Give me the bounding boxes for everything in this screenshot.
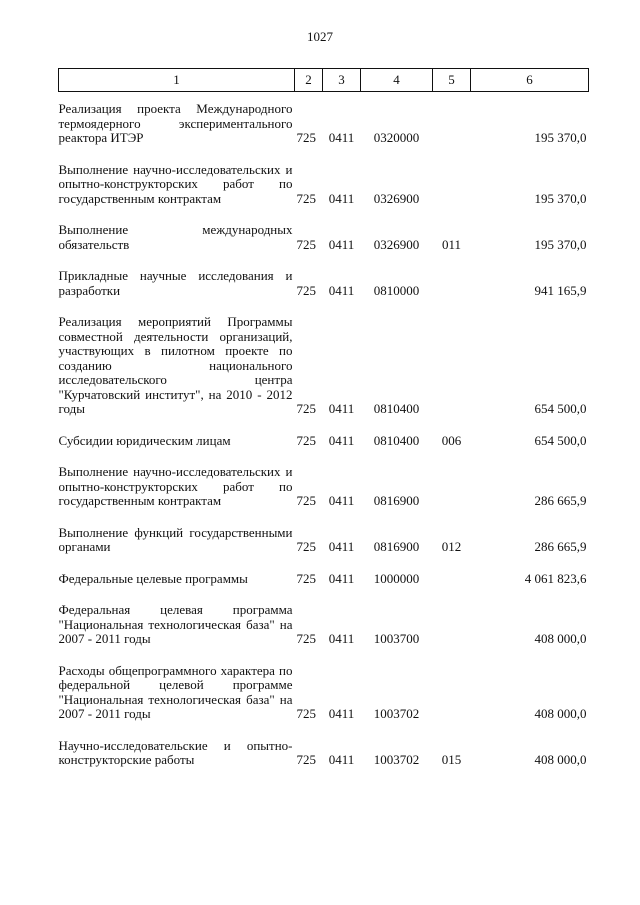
row-code-4-cell: 0326900: [373, 190, 420, 206]
row-code-2-cell: 725: [296, 401, 316, 416]
row-code-2-cell: 725: [296, 570, 316, 586]
row-code-5-cell: [433, 92, 471, 146]
row-code-5-cell: 015: [441, 752, 462, 767]
row-code-4-cell: 1003702: [373, 706, 420, 721]
row-code-2-cell: 725: [296, 432, 316, 448]
row-code-3-cell: 0411: [328, 570, 355, 586]
row-amount-cell: 408 000,0: [534, 631, 587, 646]
row-code-2-cell: 725: [296, 752, 316, 767]
row-name-cell: Выполнение научно-исследовательских и опытно-конструкторских работ по государственным контрактам: [58, 161, 293, 206]
row-code-5-cell: [433, 252, 471, 298]
row-amount-cell: 286 665,9: [534, 539, 587, 554]
row-code-4-cell: 0816900: [373, 539, 420, 554]
row-code-2-cell: 725: [296, 493, 316, 508]
row-code-4-cell: 1003700: [373, 631, 420, 646]
row-code-2-cell: 725: [296, 190, 316, 206]
row-code-5-cell: [433, 555, 471, 587]
page-number: 1027: [307, 29, 333, 44]
row-name-cell: Выполнение научно-исследовательских и опытно-конструкторских работ по государственным контрактам: [58, 464, 293, 508]
row-code-5-cell: [433, 647, 471, 722]
row-amount-cell: 286 665,9: [534, 493, 587, 508]
row-code-4-cell: 1003702: [373, 752, 420, 767]
row-code-5-cell: [433, 586, 471, 647]
row-code-2-cell: 725: [296, 631, 316, 646]
table-body: [59, 92, 589, 768]
row-code-5-cell: 012: [441, 539, 462, 554]
row-code-5-cell: 006: [441, 432, 462, 448]
row-code-2-cell: 725: [296, 236, 316, 252]
table-row: [59, 252, 589, 298]
column-header-1: 1: [59, 69, 295, 92]
column-header-6: 6: [471, 69, 589, 92]
column-header-2: 2: [295, 69, 323, 92]
table-row: [59, 448, 589, 509]
row-amount-cell: 4 061 823,6: [524, 570, 587, 586]
row-code-3-cell: 0411: [328, 631, 355, 646]
table-row: [59, 555, 589, 587]
table-row: [59, 417, 589, 449]
row-code-4-cell: 0810400: [373, 401, 420, 416]
row-name-cell: Выполнение функций государственными органами: [58, 524, 293, 554]
row-code-3-cell: 0411: [328, 432, 355, 448]
row-code-5-cell: [433, 448, 471, 509]
row-code-3-cell: 0411: [328, 493, 355, 508]
table-row: [59, 722, 589, 768]
row-name-cell: Научно-исследовательские и опытно-конструкторские работы: [58, 737, 293, 767]
table-row: [59, 146, 589, 207]
table-row: [59, 509, 589, 555]
row-code-4-cell: 0810400: [373, 432, 420, 448]
row-code-5-cell: 011: [441, 236, 462, 252]
row-amount-cell: 654 500,0: [534, 432, 587, 448]
row-name-cell: Выполнение международных обязательств: [58, 222, 293, 252]
column-header-5: 5: [433, 69, 471, 92]
row-code-2-cell: 725: [296, 539, 316, 554]
row-code-4-cell: 0326900: [373, 236, 420, 252]
row-code-4-cell: 0816900: [373, 493, 420, 508]
row-name-cell: Федеральная целевая программа "Национальная технологическая база" на 2007 - 2011 годы: [58, 602, 293, 646]
row-code-3-cell: 0411: [328, 130, 355, 145]
row-code-3-cell: 0411: [328, 190, 355, 206]
row-amount-cell: 654 500,0: [534, 401, 587, 416]
row-amount-cell: 195 370,0: [534, 236, 587, 252]
row-code-4-cell: 0810000: [373, 282, 420, 298]
row-code-3-cell: 0411: [328, 539, 355, 554]
column-header-4: 4: [361, 69, 433, 92]
row-code-3-cell: 0411: [328, 706, 355, 721]
row-name-cell: Реализация мероприятий Программы совместной деятельности организаций, участвующих в пилотном проекте по созданию национального исследовательского центра "Курчатовский институт", на 2010 - 2012 годы: [58, 314, 293, 416]
table-row: [59, 586, 589, 647]
row-name-cell: Прикладные научные исследования и разработки: [58, 268, 293, 298]
row-name-cell: Реализация проекта Международного термоядерного экспериментального реактора ИТЭР: [58, 101, 293, 145]
row-code-5-cell: [433, 146, 471, 207]
row-code-3-cell: 0411: [328, 236, 355, 252]
row-amount-cell: 408 000,0: [534, 706, 587, 721]
row-code-2-cell: 725: [296, 282, 316, 298]
row-amount-cell: 941 165,9: [534, 282, 587, 298]
row-code-3-cell: 0411: [328, 752, 355, 767]
row-code-3-cell: 0411: [328, 401, 355, 416]
column-header-3: 3: [323, 69, 361, 92]
table-header-row: [59, 69, 589, 92]
row-code-3-cell: 0411: [328, 282, 355, 298]
row-code-4-cell: 0320000: [373, 130, 420, 145]
table-row: [59, 206, 589, 252]
row-name-cell: Расходы общепрограммного характера по федеральной целевой программе "Национальная технологическая база" на 2007 - 2011 годы: [58, 662, 293, 721]
table-row: [59, 298, 589, 417]
table-row: [59, 92, 589, 146]
row-code-2-cell: 725: [296, 706, 316, 721]
row-name-cell: Федеральные целевые программы: [58, 570, 248, 586]
row-code-4-cell: 1000000: [373, 570, 420, 586]
row-code-2-cell: 725: [296, 130, 316, 145]
row-name-cell: Субсидии юридическим лицам: [58, 432, 231, 448]
row-code-5-cell: [433, 298, 471, 417]
row-amount-cell: 408 000,0: [534, 752, 587, 767]
row-amount-cell: 195 370,0: [534, 130, 587, 145]
table-row: [59, 647, 589, 722]
budget-table: [58, 68, 589, 768]
row-amount-cell: 195 370,0: [534, 190, 587, 206]
